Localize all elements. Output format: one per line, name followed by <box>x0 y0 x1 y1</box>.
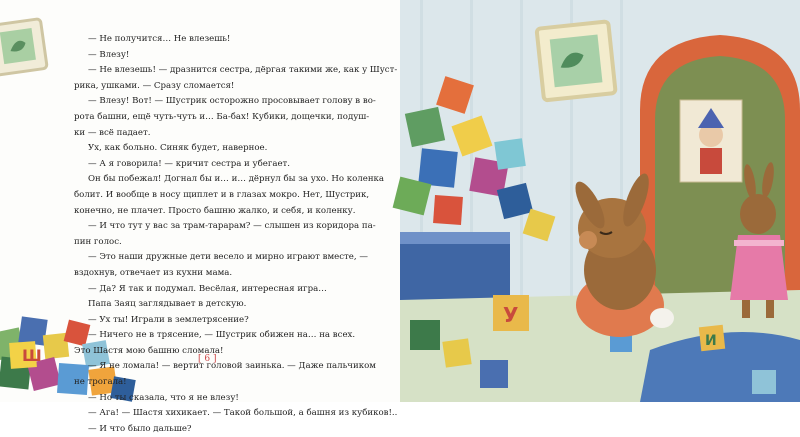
text-line: — А я говорила! — кричит сестра и убегает. <box>88 158 291 169</box>
text-line: — Ух ты! Играли в землетрясение? <box>88 314 249 325</box>
text-line: Папа Заяц заглядывает в детскую. <box>88 299 247 310</box>
text-line: конечно, не плачет. Просто башню жалко, и себя, и коленку. <box>74 205 356 216</box>
page-number: [ 6 ] <box>198 354 217 364</box>
text-line: — Влезу! Вот! — Шустрик осторожно просовывает голову в во- <box>88 96 376 107</box>
text-line: — Ничего не в трясение, — Шустрик обижен на… на всех. <box>88 330 356 341</box>
text-line: рика, ушками. — Сразу сломается! <box>74 80 235 91</box>
block-letter-i: И <box>705 333 717 349</box>
story-text <box>74 32 398 437</box>
text-line: Ух, как больно. Синяк будет, наверное. <box>88 143 268 154</box>
block-letter-u: У <box>503 303 519 327</box>
text-line: — И что тут у вас за трам-тарарам? — слышен из коридора па- <box>88 221 376 232</box>
text-line: — И что было дальше? <box>88 423 192 434</box>
text-line: — Это наши дружные дети весело и мирно играют вместе, — <box>88 252 368 263</box>
illustration-page <box>400 0 800 402</box>
wall-picture-fragment <box>0 19 47 76</box>
text-line: ки — всё падает. <box>74 127 151 138</box>
text-line: Он бы побежал! Догнал бы и… и… дёрнул бы за ухо. Но коленка <box>88 174 385 185</box>
text-line: рота башни, ещё чуть-чуть и… Ба-бах! Кубики, дощечки, подуш- <box>74 111 370 122</box>
wall-frame-picture <box>537 21 616 100</box>
text-line: — Да? Я так и подумал. Весёлая, интересная игра… <box>88 283 327 294</box>
text-line: болит. И вообще в носу щиплет и в глазах мокро. Нет, Шустрик, <box>74 189 370 200</box>
text-line: — Не получится… Не влезешь! <box>88 34 231 44</box>
room-illustration <box>400 0 800 402</box>
left-page <box>0 0 400 434</box>
text-line: — Я не ломала! — вертит головой заинька. — Даже пальчиком <box>88 361 376 372</box>
text-line: вздохнув, отвечает из кухни мама. <box>74 267 233 278</box>
block-letter-left: Ш <box>22 346 42 365</box>
text-line: — Не влезешь! — дразнится сестра, дёргая такими же, как у Шуст- <box>88 65 398 76</box>
text-line: пин голос. <box>74 236 122 247</box>
text-line: — Влезу! <box>88 49 130 60</box>
text-line: Это Шастя мою башню сломала! <box>74 345 224 356</box>
text-line: — Ага! — Шастя хихикает. — Такой большой, а башня из кубиков!.. <box>88 408 398 419</box>
text-line: — Но ты сказала, что я не влезу! <box>88 392 239 403</box>
text-line: не трогала! <box>74 377 127 388</box>
